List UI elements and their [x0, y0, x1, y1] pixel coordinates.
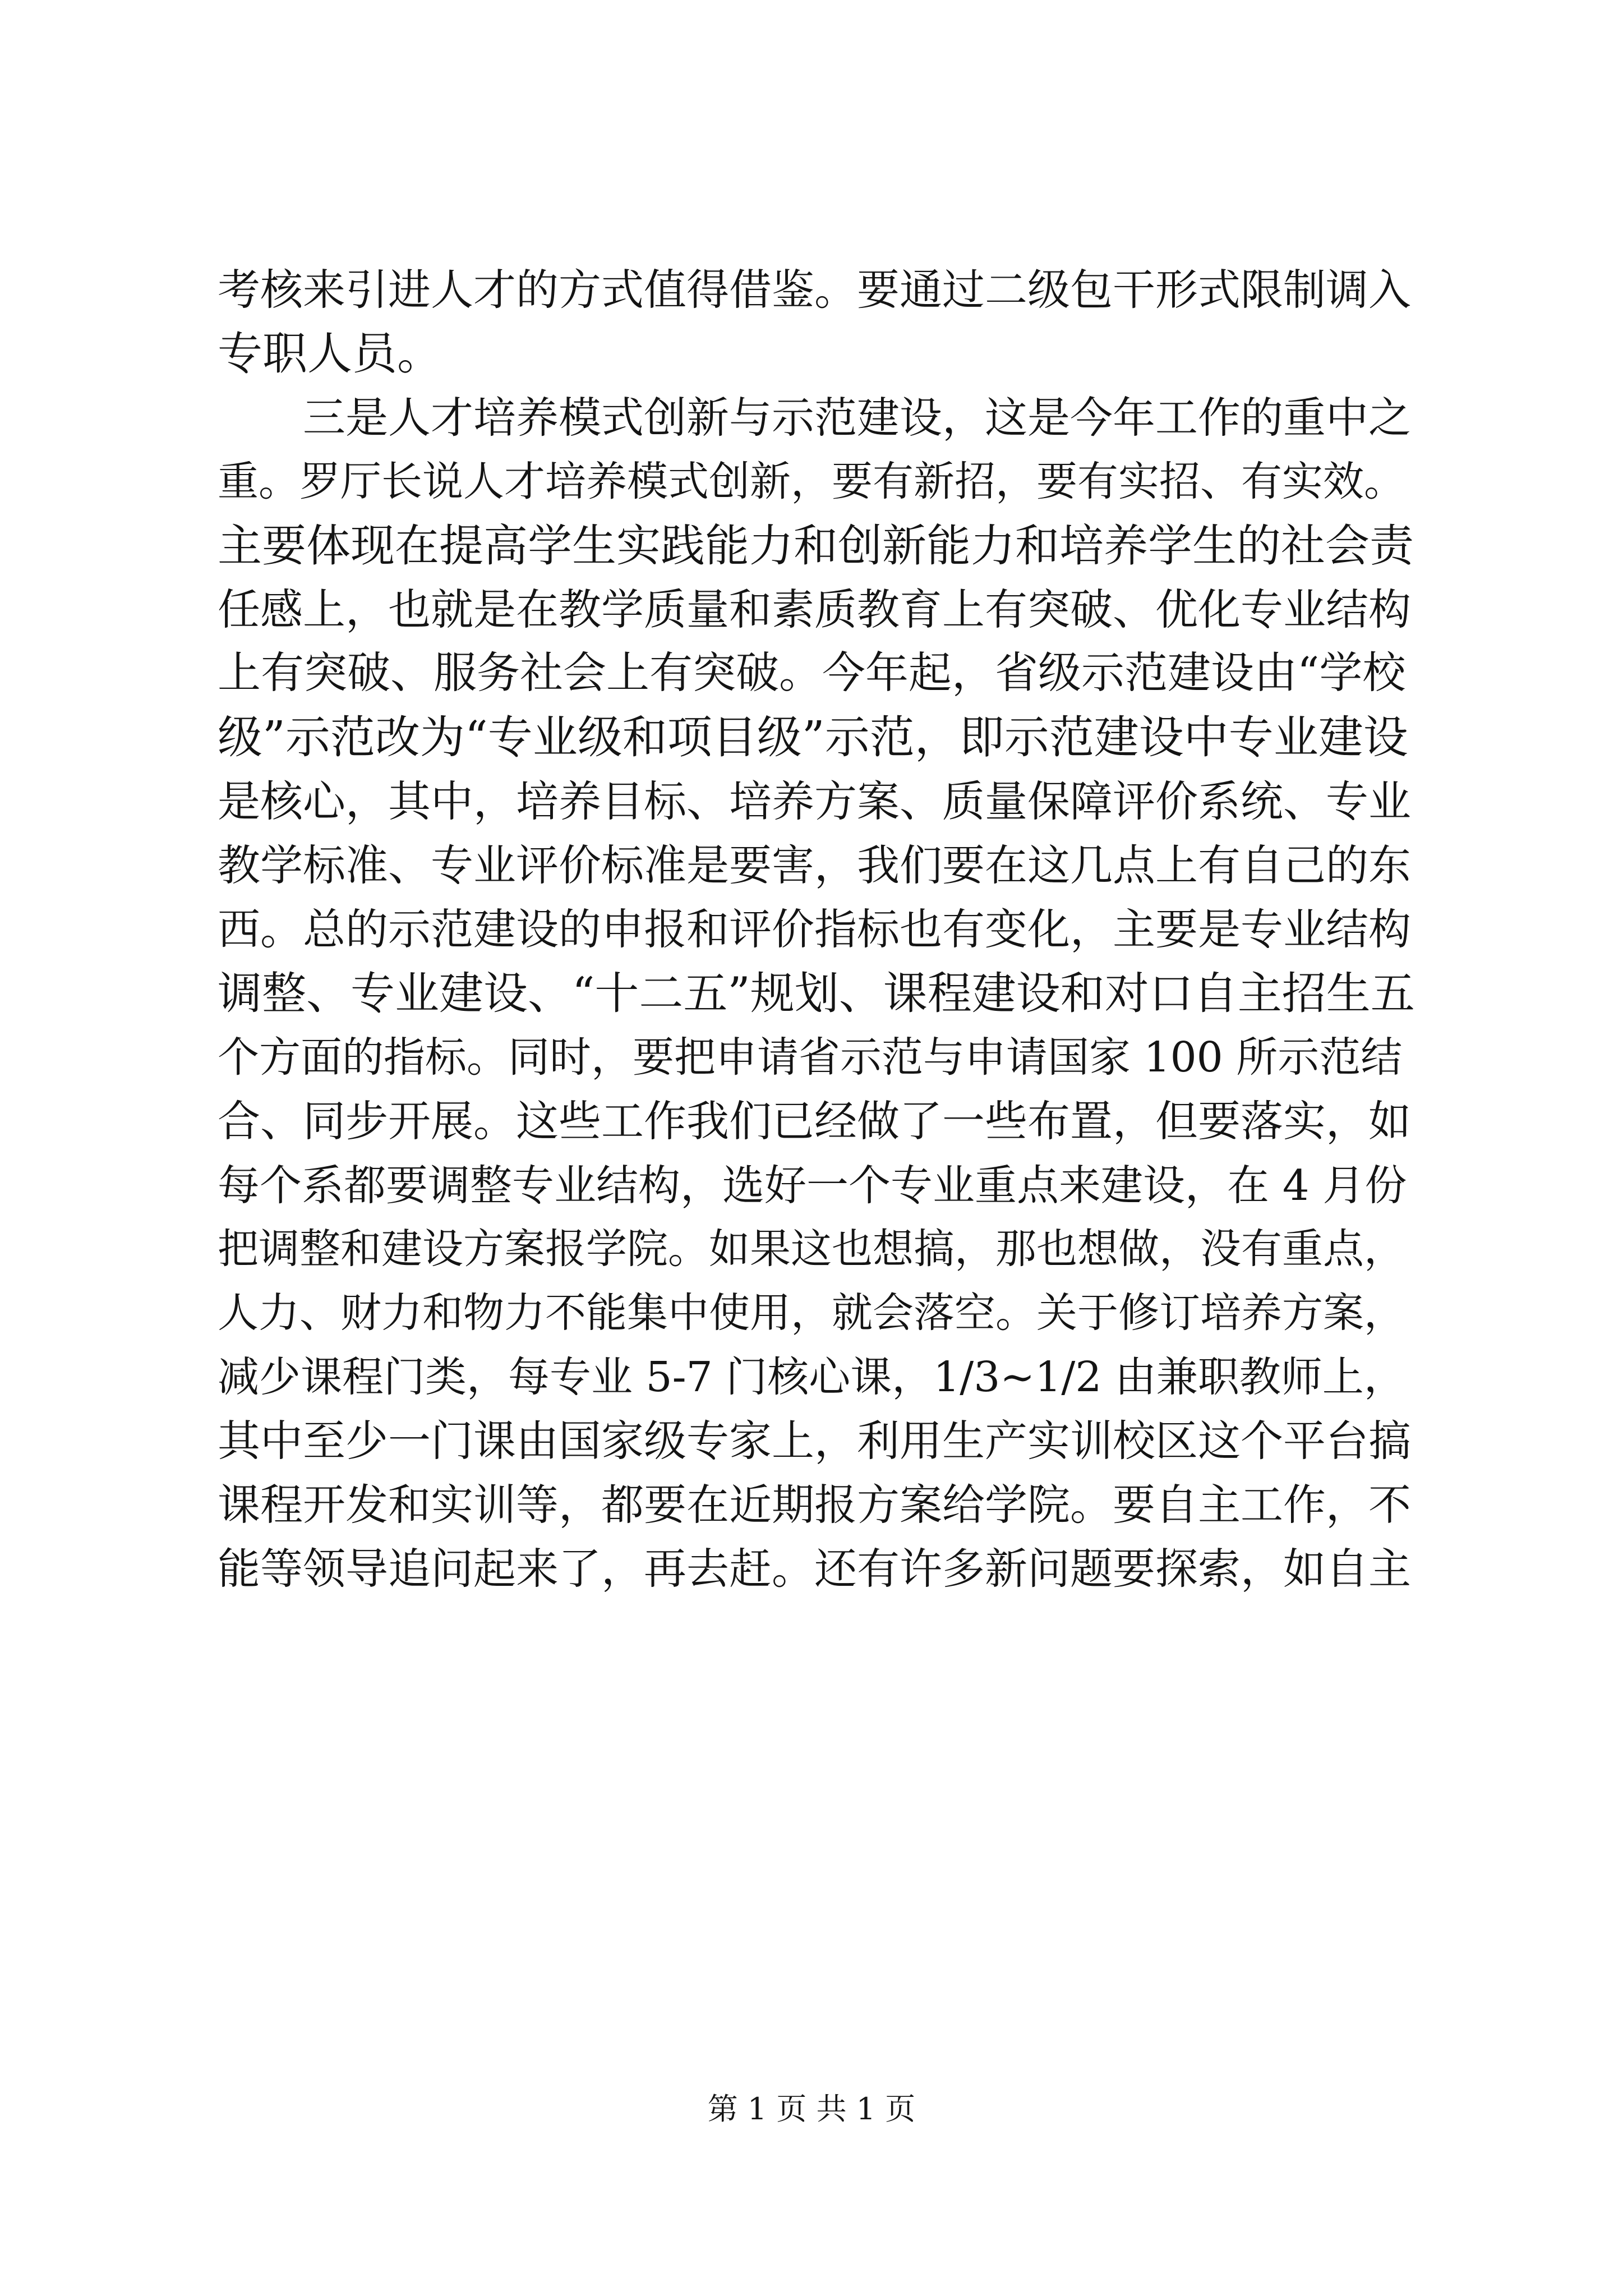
- text-line-20: 课程开发和实训等，都要在近期报方案给学院。要自主工作，不: [218, 1480, 1411, 1530]
- body-text: [218, 258, 1418, 1601]
- text-line-5: 主要体现在提高学生实践能力和创新能力和培养学生的社会责: [218, 520, 1414, 572]
- text-line-4: 重。罗厅长说人才培养模式创新，要有新招，要有实招、有实效。: [218, 458, 1405, 505]
- text-line-2: 专职人员。: [218, 328, 442, 380]
- text-line-3: 三是人才培养模式创新与示范建设，这是今年工作的重中之: [218, 393, 1411, 443]
- text-line-6: 任感上，也就是在教学质量和素质教育上有突破、优化专业结构: [218, 585, 1411, 634]
- text-line-14: 合、同步开展。这些工作我们已经做了一些布置，但要落实，如: [218, 1096, 1411, 1146]
- text-line-21: 能等领导追问起来了，再去赶。还有许多新问题要探索，如自主: [218, 1544, 1411, 1594]
- text-line-7: 上有突破、服务社会上有突破。今年起，省级示范建设由“学校: [218, 648, 1406, 698]
- text-line-16: 把调整和建设方案报学院。如果这也想搞，那也想做，没有重点，: [218, 1225, 1405, 1273]
- text-line-8: 级”示范改为“专业级和项目级”示范，即示范建设中专业建设: [218, 711, 1408, 763]
- text-line-15: 每个系都要调整专业结构，选好一个专业重点来建设，在 4 月份: [218, 1161, 1407, 1210]
- text-line-17: 人力、财力和物力不能集中使用，就会落空。关于修订培养方案，: [218, 1289, 1405, 1337]
- text-line-19: 其中至少一门课由国家级专家上，利用生产实训校区这个平台搞: [218, 1416, 1411, 1466]
- text-line-18: 减少课程门类，每专业 5-7 门核心课，1/3~1/2 由兼职教师上，: [218, 1353, 1405, 1401]
- text-line-12: 调整、专业建设、“十二五”规划、课程建设和对口自主招生五: [218, 968, 1415, 1019]
- text-line-10: 教学标准、专业评价标准是要害，我们要在这几点上有自己的东: [218, 840, 1411, 890]
- text-line-11: 西。总的示范建设的申报和评价指标也有变化，主要是专业结构: [218, 904, 1411, 954]
- page-footer: 第 1 页 共 1 页: [707, 2091, 916, 2127]
- text-line-1: 考核来引进人才的方式值得借鉴。要通过二级包干形式限制调入: [218, 265, 1411, 315]
- text-line-9: 是核心，其中，培养目标、培养方案、质量保障评价系统、专业: [218, 776, 1411, 826]
- text-line-13: 个方面的指标。同时，要把申请省示范与申请国家 100 所示范结: [218, 1033, 1403, 1082]
